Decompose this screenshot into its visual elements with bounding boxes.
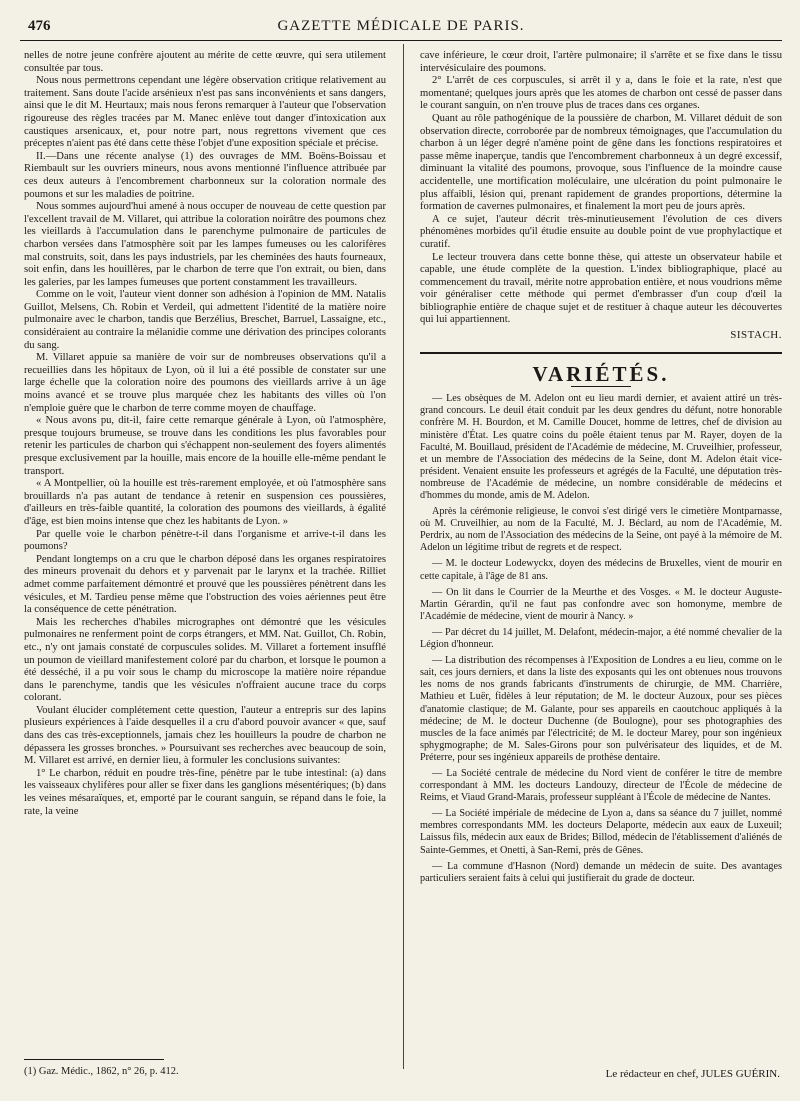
column-divider [403,44,404,1069]
article-signature: SISTACH. [730,329,782,342]
news-item: — La Société centrale de médecine du Nord vient de conférer le titre de membre correspondant à MM. les docteurs Landouzy, directeur de l'École de médecine de Reims, et Viaud Grand-Marais, professeur suppléant à l'École de médecine de Nantes. [420,767,782,804]
news-item: — Par décret du 14 juillet, M. Delafont, médecin-major, a été nommé chevalier de la Légion d'honneur. [420,626,782,651]
footnote: (1) Gaz. Médic., 1862, n° 26, p. 412. [24,1066,179,1077]
paragraph: nelles de notre jeune confrère ajoutent au mérite de cette œuvre, qui sera utilement consultée par tous. [24,50,386,74]
newspaper-page [20,14,782,1094]
footnote-rule [24,1059,164,1060]
paragraph: Nous sommes aujourd'hui amené à nous occuper de nouveau de cette question par l'excellent travail de M. Villaret, qui attribue la coloration noirâtre des poumons chez les vieillards à l'accumulation dans le parenchyme pulmonaire de particules de charbon versées dans l'atmosphère soit par les lampes fumeuses ou les calorifères mal construits, soit, dans les pays industriels, par les cheminées des hauts fourneaux, soit enfin, dans les houillères, par le charbon de terre que l'on extrait, ou bien, dans les galeries, par les lampes fumeuses que portent constamment les travailleurs. [24,201,386,288]
paragraph: cave inférieure, le cœur droit, l'artère pulmonaire; il s'arrête et se fixe dans le tissu intervésiculaire des poumons. [420,50,782,74]
paragraph: Pendant longtemps on a cru que le charbon déposé dans les organes respiratoires des mineurs provenait du dehors et y parvenait par le larynx et la trachée. Rilliet admet comme parfaitement démontré et prouvé que les poussières pénètrent dans les vésicules, et M. Tardieu pense même que l'obstruction des voies aériennes peut être la conséquence de cette pénétration. [24,553,386,616]
section-heading-varietes: VARIÉTÉS. [420,352,782,381]
paragraph: 2° L'arrêt de ces corpuscules, si arrêt il y a, dans le foie et la rate, n'est que momentané; quelques jours après que les atomes de charbon ont cessé de passer dans le courant sanguin, on n'en trouve plus de traces dans ces organes. [420,75,782,112]
right-column [420,50,782,1090]
editor-line: Le rédacteur en chef, JULES GUÉRIN. [605,1068,780,1080]
paragraph: Le lecteur trouvera dans cette bonne thèse, qui atteste un observateur habile et capable, une étude complète de la question. L'index bibliographique, placé au commencement du travail, mérite notre approbation entière, et nous voudrions même voir généraliser cette méthode qui permet d'embrasser d'un coup d'œil la bibliographie entière de chaque sujet et de restituer à chaque auteur les découvertes qui lui appartiennent. [420,251,782,326]
news-item: Après la cérémonie religieuse, le convoi s'est dirigé vers le cimetière Montparnasse, où M. Cruveilhier, au nom de la Faculté, M. J. Béclard, au nom de l'Académie, M. Perdrix, au nom de l'Association des médecins de la Seine, ont payé à la mémoire de M. Adelon un légitime tribut de regrets et de respect. [420,506,782,554]
paragraph: « Nous avons pu, dit-il, faire cette remarque générale à Lyon, où l'atmosphère, presque toujours brumeuse, se trouve dans les conditions les plus favorables pour retenir les particules de charbon qui s'échappent non-seulement des foyers alimentés presque exclusivement par la houille, mais encore de la houille elle-même pendant le transport. [24,415,386,477]
news-item: — La distribution des récompenses à l'Exposition de Londres a eu lieu, comme on le sait, ces jours derniers, et dans la liste des exposants qui les ont obtenues nous trouvons les noms de nos grands fabricants d'instruments de chirurgie, de MM. Charrière, Mathieu et Luër, fidèles à leur réputation; de M. le docteur Auzoux, pour ses pièces d'anatomie clastique; de M. Galante, pour ses appareils en caoutchouc appliqués à la médecine; de M. le docteur Duchenne (de Boulogne), pour ses photographies des muscles de la face animés par l'électricité; de M. le docteur Marey, pour son ingénieux sphygmographe; de M. Sales-Girons pour son pulvérisateur des liquides, et de M. Préterre, pour ses ingénieux appareils de prothèse dentaire. [420,655,782,763]
news-item: — La Société impériale de médecine de Lyon a, dans sa séance du 7 juillet, nommé membres correspondants MM. les docteurs Delaporte, médecin aux eaux de Luxeuil; Laissus fils, médecin aux eaux de Brides; Billod, médecin de l'établissement d'aliénés de Sainte-Gemmes, et Onetti, à San-Remi, près de Gênes. [420,808,782,856]
left-column [24,50,386,1050]
news-item: — Les obsèques de M. Adelon ont eu lieu mardi dernier, et avaient attiré un très-grand concours. Le deuil était conduit par les deux gendres du défunt, notre honorable confrère M. H. Bourdon, et M. Camille Doucet, homme de lettres, chef de division au ministère d'État. Les quatre coins du poêle étaient tenus par M. Rayer, doyen de la Faculté, M. Bouillaud, président de l'Académie de médecine, M. Cruveilhier, professeur, et un membre de l'Association des médecins de la Seine, dont M. Adelon était vice-président. Venaient ensuite les professeurs et agrégés de la Faculté, une députation très-nombreuse de l'Académie de médecine, un nombre considérable de médecins et d'hommes du monde, amis de M. Adelon. [420,393,782,501]
paragraph: « A Montpellier, où la houille est très-rarement employée, et où l'atmosphère sans brouillards n'a pas autant de tendance à retenir en suspension ces poussières, d'ailleurs en très-faible quantité, la coloration des poumons des vieillards, à égalité d'âge, est bien moins intense que chez les habitants de Lyon. » [24,478,386,527]
paragraph: Mais les recherches d'habiles micrographes ont démontré que les vésicules pulmonaires ne renferment point de corps étrangers, et MM. Nat. Guillot, Ch. Robin, etc., n'y ont jamais constaté de corpuscules solides. M. Villaret a fortement insufflé un poumon de vieillard manifestement coloré par du charbon, et lorsque le poumon a été desséché, il a pu voir sous le champ du microscope la matière noire répandue dans le parenchyme, tandis que les vésicules n'offraient aucune trace du corps colorant. [24,616,386,704]
paragraph: A ce sujet, l'auteur décrit très-minutieusement l'évolution de ces divers phénomènes morbides qu'il étudie ensuite au double point de vue prophylactique et curatif. [420,213,782,250]
news-item: — La commune d'Hasnon (Nord) demande un médecin de suite. Des avantages particuliers seraient faits à celui qui justifierait du grade de docteur. [420,860,782,884]
paragraph: M. Villaret appuie sa manière de voir sur de nombreuses observations qu'il a recueillies dans les hôpitaux de Lyon, où il lui a été possible de constater sur une large échelle que la coloration noire des poumons des vieillards arrive à un âge moins avancé et se trouve plus marquée chez les habitants des villes où l'on n'emploie guère que le charbon de terre comme moyen de chauffage. [24,352,386,414]
paragraph: Quant au rôle pathogénique de la poussière de charbon, M. Villaret déduit de son observation directe, corroborée par de nombreux témoignages, que l'accumulation du charbon à un léger degré n'amène point de gêne dans les fonctions respiratoires et passe même inaperçue, tandis que l'encombrement charbonneux à un degré excessif, diminuant la vitalité des poumons, provoque, sous l'influence de la moindre cause accidentelle, une mortification moléculaire, une ulcération du point pulmonaire le plus affaibli, lésion qui, prenant rapidement de grandes proportions, détermine la formation de cavernes pulmonaires, et finalement la mort peu de jours après. [420,112,782,213]
news-item: — On lit dans le Courrier de la Meurthe et des Vosges. « M. le docteur Auguste-Martin Gérardin, qu'il ne faut pas confondre avec son homonyme, membre de l'Académie de médecine, vient de mourir à Nancy. » [420,586,782,622]
paragraph: Par quelle voie le charbon pénètre-t-il dans l'organisme et arrive-t-il dans les poumons? [24,528,386,553]
paragraph: II.—Dans une récente analyse (1) des ouvrages de MM. Boëns-Boissau et Riembault sur les ouvriers mineurs, nous avons mentionné l'influence attribuée par ces deux auteurs à l'encombrement charbonneux sur la coloration normale des poumons et sur les maladies de poitrine. [24,150,386,200]
page-header [20,14,782,41]
paragraph: Voulant élucider complétement cette question, l'auteur a entrepris sur des lapins plusieurs expériences à l'aide desquelles il a cru d'abord pouvoir avancer « que, sauf dans des cas très-exceptionnels, jamais chez les houilleurs la poudre de charbon ne dépassera les grosses bronches. » Poursuivant ses recherches avec beaucoup de soin, M. Villaret est arrivé, en dernier lieu, à formuler les conclusions suivantes: [24,704,386,767]
paragraph: Nous nous permettrons cependant une légère observation critique relativement au traitement. Sans doute l'acide arsénieux n'est pas sans inconvénients et sans dangers, ainsi que le dit M. Heurtaux; mais nous ferons remarquer à l'auteur que l'observation rigoureuse des règles tracées par M. Manec enlève tout danger d'intoxication aux caustiques arsenicaux, et, pour notre part, nous regrettons vivement que ces préceptes n'aient pas été dans cette thèse l'objet d'une exposition spéciale et précise. [24,75,386,150]
news-item: — M. le docteur Lodewyckx, doyen des médecins de Bruxelles, vient de mourir en cette capitale, à l'âge de 81 ans. [420,558,782,582]
page-number: 476 [28,18,51,34]
paragraph: Comme on le voit, l'auteur vient donner son adhésion à l'opinion de MM. Natalis Guillot, Melsens, Ch. Robin et Verdeil, qui admettent l'identité de la matière noire pulmonaire avec le charbon, tandis que Berzélius, Breschet, Barruel, Lassaigne, etc., considéraient au contraire la mélanidie comme une dérivation des principes colorants du sang. [24,289,386,351]
journal-title: GAZETTE MÉDICALE DE PARIS. [277,18,525,34]
heading-rule [571,386,631,387]
paragraph: 1° Le charbon, réduit en poudre très-fine, pénètre par le tube intestinal: (a) dans les vaisseaux chylifères pour aller se fixer dans les ganglions mésentériques; (b) dans les veines mésaraïques, et, emporté par le courant sanguin, se répand dans le foie, la rate, la veine [24,767,386,817]
